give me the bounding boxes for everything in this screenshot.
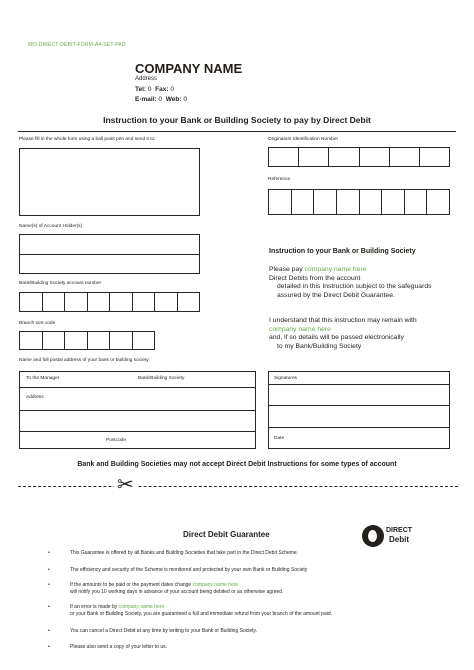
g4-b: or your Bank or Building Society, you are guaranteed a full and immediate refund from your branch of the amount paid. (70, 611, 333, 617)
logo-direct: DIRECT (386, 527, 413, 534)
instruction-paragraph-1 (269, 266, 432, 300)
g3-a: If the amounts to be paid or the payment dates change (70, 582, 193, 588)
reference-field[interactable] (268, 189, 450, 215)
guarantee-item-1: This Guarantee is offered by all Banks and Building Societies that take part in the Direct Debit Scheme. (70, 550, 299, 556)
g3-b: will notify you 10 working days in advance of your account being debited or as otherwise agreed. (70, 589, 284, 595)
account-holders-label: Name(s) of Account Holder(s) (19, 224, 83, 229)
account-number-field[interactable] (19, 292, 200, 312)
signatures-box (268, 371, 450, 449)
g3-company: company name here (192, 582, 239, 588)
top-divider (18, 131, 456, 132)
account-number-label: Bank/Building Society account number (19, 281, 102, 286)
bullet-icon: • (48, 644, 50, 650)
web-value: 0 (183, 96, 187, 103)
scissors-icon: ✂ (114, 474, 137, 496)
instr-p1-a: Please pay (269, 266, 305, 273)
guarantee-item-6: Please also send a copy of your letter to us. (70, 644, 167, 650)
fill-hint: Please fill in the whole form using a ball point pen and send it to: (19, 137, 156, 142)
accept-warning: Bank and Building Societies may not accept Direct Debit Instructions for some types of account (77, 461, 397, 468)
to-manager-label: To the Manager (26, 376, 60, 381)
guarantee-item-4 (70, 604, 332, 618)
email-value: 0 (158, 96, 163, 103)
originator-label: Originators Identification Number (268, 137, 339, 142)
email-label: E-mail: (135, 96, 157, 103)
instr-company-2: company name here (269, 325, 331, 333)
company-address: Address (135, 76, 158, 82)
bank-address-field[interactable] (19, 371, 256, 449)
company-email-web (135, 96, 187, 103)
bank-address-label: Name and full postal address of your bank or building society (19, 358, 149, 363)
bullet-icon: • (48, 582, 50, 588)
sig-line-3 (269, 427, 449, 428)
tel-label: Tel: (135, 86, 147, 93)
signature-field-1[interactable] (274, 385, 444, 404)
signature-field-2[interactable] (274, 406, 444, 426)
instruction-paragraph-2 (269, 317, 417, 351)
bullet-icon: • (48, 628, 50, 634)
holders-divider (20, 254, 199, 255)
instr-p1-b: Direct Debits from the account (269, 274, 361, 282)
page-title: Instruction to your Bank or Building Society to pay by Direct Debit (103, 115, 371, 125)
sort-code-field[interactable] (19, 331, 155, 350)
logo-debit: Debit (389, 535, 409, 544)
postcode-label: Postcode (106, 438, 127, 443)
guarantee-item-2: The efficiency and security of the Scheme is monitored and protected by your own Bank or Building Society (70, 567, 308, 573)
instr-p2-b: and, if so details will be passed electronically (269, 334, 404, 341)
g4-company: company name here (118, 604, 165, 610)
tel-value: 0 (147, 86, 152, 93)
instr-p2-c: to my Bank/Building Society (277, 342, 362, 350)
bank-line-1 (20, 387, 255, 388)
originator-id-field[interactable] (268, 147, 450, 167)
bank-society-label: Bank/Building Society (138, 376, 185, 381)
instr-p2-a: I understand that this instruction may remain with (269, 317, 417, 324)
bullet-icon: • (48, 567, 50, 573)
date-label: Date (274, 436, 285, 441)
fax-value: 0 (170, 86, 174, 93)
instr-p1-d: assured by the Direct Debit Guarantee. (277, 291, 395, 299)
account-holders-field[interactable] (19, 234, 200, 274)
address-label: Address (26, 395, 44, 400)
sort-code-label: Branch sort code (19, 321, 56, 326)
guarantee-item-3 (70, 582, 283, 596)
fax-label: Fax: (155, 86, 169, 93)
bullet-icon: • (48, 550, 50, 556)
cut-line (18, 486, 458, 487)
instr-company-1: company name here (304, 266, 367, 273)
company-tel-fax (135, 86, 174, 93)
instr-p1-c: detailed in this Instruction subject to the safeguards (277, 283, 432, 290)
bullet-icon: • (48, 604, 50, 610)
instruction-title: Instruction to your Bank or Building Society (269, 248, 416, 255)
guarantee-title: Direct Debit Guarantee (183, 530, 270, 539)
bank-line-2 (20, 410, 255, 411)
guarantee-item-5: You can cancel a Direct Debit at any time by writing to your Bank or Building Society. (70, 628, 258, 634)
web-label: Web: (165, 96, 182, 103)
signatures-label: Signatures (274, 376, 297, 381)
bank-line-3 (20, 431, 255, 432)
reference-label: Reference (268, 177, 291, 182)
company-name: COMPANY NAME (135, 61, 243, 76)
send-to-address-field[interactable] (19, 148, 200, 216)
g4-a: If an error is made by (70, 604, 119, 610)
form-reference: 883-DIRECT-DEBIT-FORM-A4-SET-PAD (28, 42, 126, 48)
date-field[interactable] (297, 430, 444, 447)
direct-debit-logo-icon (362, 525, 424, 549)
